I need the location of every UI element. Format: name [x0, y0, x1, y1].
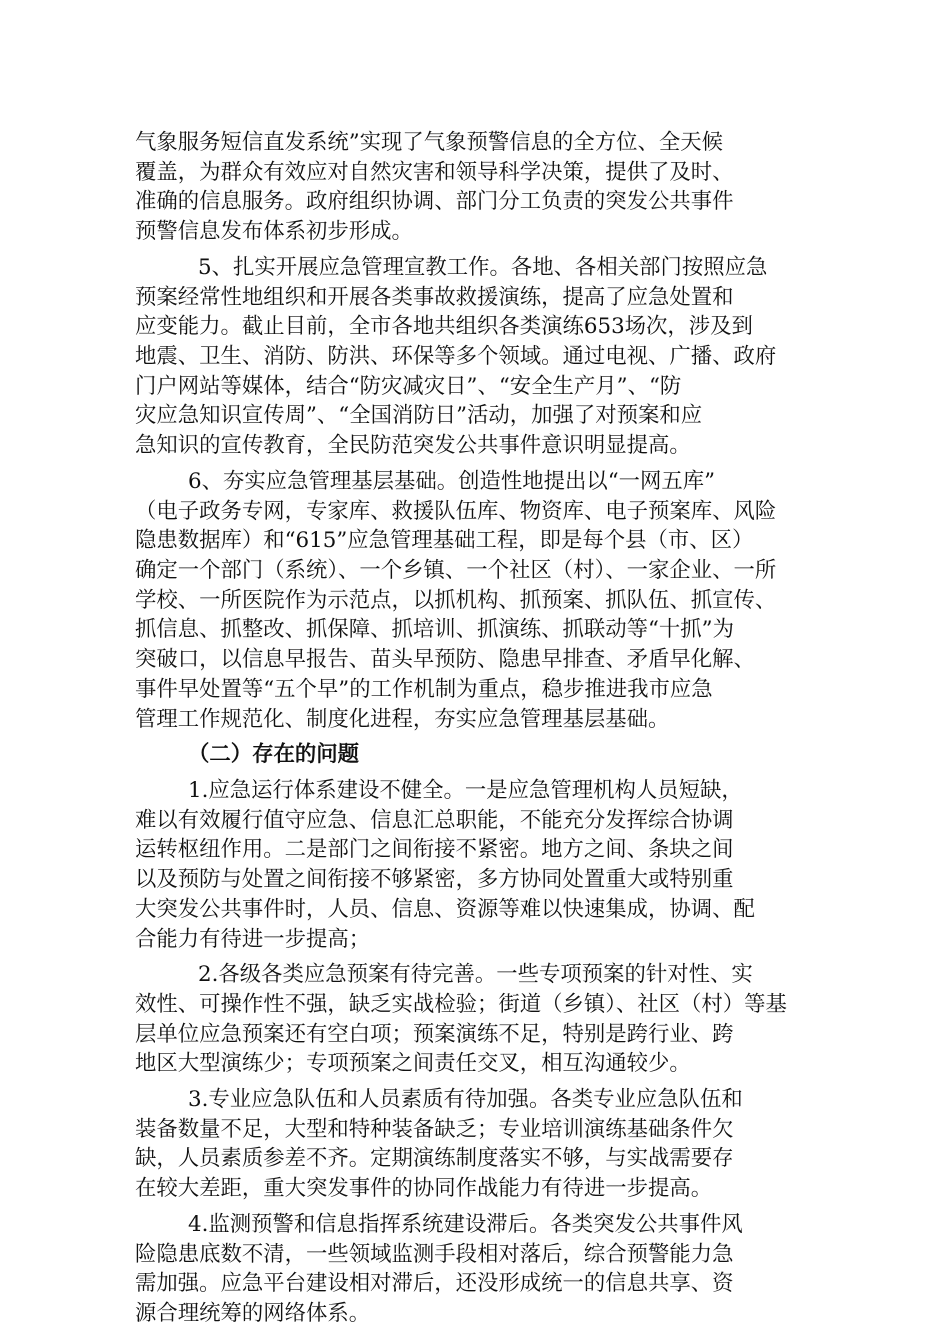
- text-line: 抓信息、抓整改、抓保障、抓培训、抓演练、抓联动等“十抓”为: [135, 617, 734, 642]
- text-line: （电子政务专网，专家库、救援队伍库、物资库、电子预案库、风险: [135, 499, 777, 524]
- text-line: 确定一个部门（系统）、一个乡镇、一个社区（村）、一家企业、一所: [135, 558, 777, 583]
- text-line: 以及预防与处置之间衔接不够紧密，多方协同处置重大或特别重: [135, 867, 734, 892]
- text-line: 急知识的宣传教育，全民防范突发公共事件意识明显提高。: [135, 433, 691, 458]
- text-line: 运转枢纽作用。二是部门之间衔接不紧密。地方之间、条块之间: [135, 837, 734, 862]
- text-line: 突破口，以信息早报告、苗头早预防、隐患早排查、矛盾早化解、: [135, 647, 755, 672]
- text-line: 装备数量不足，大型和特种装备缺乏；专业培训演练基础条件欠: [135, 1117, 734, 1142]
- text-line: 地区大型演练少；专项预案之间责任交叉，相互沟通较少。: [135, 1051, 691, 1076]
- text-line: 4.监测预警和信息指挥系统建设滞后。各类突发公共事件风: [188, 1212, 743, 1237]
- text-line: 地震、卫生、消防、防洪、环保等多个领域。通过电视、广播、政府: [135, 344, 777, 369]
- text-line: 合能力有待进一步提高；: [135, 927, 371, 952]
- text-line: 在较大差距，重大突发事件的协同作战能力有待进一步提高。: [135, 1176, 713, 1201]
- text-line: 1.应急运行体系建设不健全。一是应急管理机构人员短缺，: [188, 778, 743, 803]
- text-line: 缺，人员素质参差不齐。定期演练制度落实不够，与实战需要存: [135, 1146, 734, 1171]
- text-line: 效性、可操作性不强，缺乏实战检验；街道（乡镇）、社区（村）等基: [135, 992, 787, 1017]
- text-line: 管理工作规范化、制度化进程，夯实应急管理基层基础。: [135, 707, 670, 732]
- text-line: 预案经常性地组织和开展各类事故救援演练，提高了应急处置和: [135, 285, 734, 310]
- text-line: 需加强。应急平台建设相对滞后，还没形成统一的信息共享、资: [135, 1271, 734, 1296]
- text-line: 覆盖，为群众有效应对自然灾害和领导科学决策，提供了及时、: [135, 160, 734, 185]
- text-line: 准确的信息服务。政府组织协调、部门分工负责的突发公共事件: [135, 189, 734, 214]
- text-line: 大突发公共事件时，人员、信息、资源等难以快速集成，协调、配: [135, 897, 755, 922]
- text-line: 门户网站等媒体，结合“防灾减灾日”、“安全生产月”、“防: [135, 374, 682, 399]
- text-line: 事件早处置等“五个早”的工作机制为重点，稳步推进我市应急: [135, 677, 713, 702]
- text-line: 3.专业应急队伍和人员素质有待加强。各类专业应急队伍和: [188, 1087, 743, 1112]
- text-line: 隐患数据库）和“615”应急管理基础工程，即是每个县（市、区）: [135, 528, 754, 553]
- text-line: 气象服务短信直发系统”实现了气象预警信息的全方位、全天候: [135, 130, 724, 155]
- text-line: 险隐患底数不清，一些领域监测手段相对落后，综合预警能力急: [135, 1242, 734, 1267]
- text-line: 学校、一所医院作为示范点，以抓机构、抓预案、抓队伍、抓宣传、: [135, 588, 777, 613]
- text-line: 5、扎实开展应急管理宣教工作。各地、各相关部门按照应急: [198, 255, 768, 280]
- text-line: 预警信息发布体系初步形成。: [135, 219, 413, 244]
- text-line: 2.各级各类应急预案有待完善。一些专项预案的针对性、实: [198, 962, 753, 987]
- text-line: 层单位应急预案还有空白项；预案演练不足，特别是跨行业、跨: [135, 1022, 734, 1047]
- text-line: 灾应急知识宣传周”、“全国消防日”活动，加强了对预案和应: [135, 403, 703, 428]
- text-line: 难以有效履行值守应急、信息汇总职能，不能充分发挥综合协调: [135, 808, 734, 833]
- section-heading: （二）存在的问题: [188, 742, 359, 767]
- text-line: 源合理统筹的网络体系。: [135, 1301, 371, 1326]
- text-line: 应变能力。截止目前，全市各地共组织各类演练653场次，涉及到: [135, 314, 753, 339]
- text-line: 6、夯实应急管理基层基础。创造性地提出以“一网五库”: [188, 469, 716, 494]
